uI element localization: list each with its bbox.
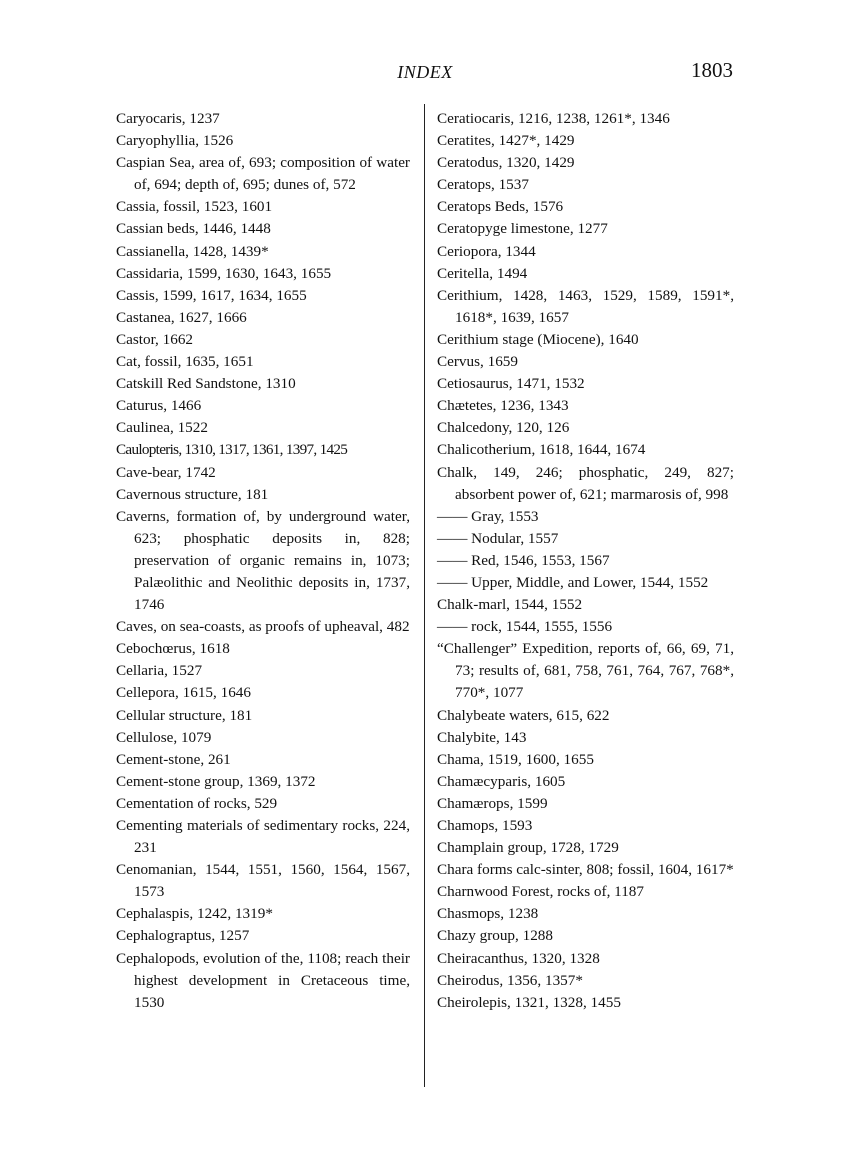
- index-entry: “Challenger” Expedition, reports of, 66, 69, 71, 73; results of, 681, 758, 761, 764, 767, 768*, 770*, 1077: [437, 640, 734, 702]
- index-entry: Cassia, fossil, 1523, 1601: [116, 198, 273, 216]
- index-entry: Cebochœrus, 1618: [116, 640, 230, 658]
- index-entry: Chara forms calc-sinter, 808; fossil, 1604, 1617*: [437, 861, 734, 879]
- index-entry: Champlain group, 1728, 1729: [437, 839, 619, 857]
- index-entry: Cementation of rocks, 529: [116, 794, 278, 812]
- index-entry: Chamops, 1593: [437, 817, 533, 834]
- index-entry: Cheiracanthus, 1320, 1328: [437, 949, 600, 967]
- index-entry: Caverns, formation of, by underground water, 623; phosphatic deposits in, 828; preservation of organic remains in, 1073; Palæolithic and Neolithic deposits in, 1737, 1746: [116, 507, 410, 614]
- index-entry: Chama, 1519, 1600, 1655: [437, 750, 594, 768]
- index-subentry: —— rock, 1544, 1555, 1556: [437, 618, 613, 636]
- index-entry: Chalicotherium, 1618, 1644, 1674: [437, 441, 646, 459]
- index-entry: Cenomanian, 1544, 1551, 1560, 1564, 1567, 1573: [116, 861, 410, 901]
- index-entry: Cerithium, 1428, 1463, 1529, 1589, 1591*, 1618*, 1639, 1657: [437, 286, 734, 326]
- index-entry: Cavernous structure, 181: [116, 485, 269, 503]
- index-entry: Chazy group, 1288: [437, 927, 553, 945]
- index-entry: Chalcedony, 120, 126: [437, 419, 570, 437]
- index-entry: Cassian beds, 1446, 1448: [116, 220, 271, 238]
- index-entry: Ceratites, 1427*, 1429: [437, 132, 575, 150]
- index-subentry: —— Nodular, 1557: [437, 529, 559, 547]
- index-entry: Cassis, 1599, 1617, 1634, 1655: [116, 286, 307, 304]
- index-entry: Chalk-marl, 1544, 1552: [437, 596, 583, 614]
- index-entry: Caryocaris, 1237: [116, 110, 220, 127]
- index-entry: Cellaria, 1527: [116, 662, 203, 680]
- index-entry: Ceritella, 1494: [437, 264, 528, 282]
- index-entry: Cephalograptus, 1257: [116, 927, 250, 945]
- index-entry: Cephalopods, evolution of the, 1108; reach their highest development in Cretaceous time, 1530: [116, 949, 410, 1011]
- index-entry: Cellular structure, 181: [116, 706, 253, 724]
- index-entry: Caturus, 1466: [116, 397, 202, 415]
- index-entry: Ceratops Beds, 1576: [437, 198, 564, 216]
- index-entry: Cat, fossil, 1635, 1651: [116, 353, 254, 371]
- index-entry: Ceratops, 1537: [437, 176, 529, 194]
- index-entry: Ceratodus, 1320, 1429: [437, 154, 575, 172]
- index-entry: Cellulose, 1079: [116, 728, 212, 746]
- index-column-right: [437, 108, 734, 1014]
- index-entry: Charnwood Forest, rocks of, 1187: [437, 883, 644, 901]
- index-entry: Ceratiocaris, 1216, 1238, 1261*, 1346: [437, 110, 670, 127]
- index-entry: Cement-stone group, 1369, 1372: [116, 772, 316, 790]
- index-entry: Cassidaria, 1599, 1630, 1643, 1655: [116, 264, 332, 282]
- index-subentry: —— Gray, 1553: [437, 507, 539, 525]
- index-entry: Chamærops, 1599: [437, 794, 548, 812]
- index-entry: Chætetes, 1236, 1343: [437, 397, 569, 415]
- index-entry: Chamæcyparis, 1605: [437, 772, 566, 790]
- index-entry: Cementing materials of sedimentary rocks, 224, 231: [116, 817, 410, 857]
- running-title: INDEX: [397, 62, 453, 82]
- index-entry: Cassianella, 1428, 1439*: [116, 242, 269, 260]
- index-entry: Chalybeate waters, 615, 622: [437, 706, 610, 724]
- index-entry: Castanea, 1627, 1666: [116, 308, 247, 326]
- index-entry: Chalybite, 143: [437, 728, 527, 746]
- index-entry: Cetiosaurus, 1471, 1532: [437, 375, 585, 393]
- index-entry: Caulopteris, 1310, 1317, 1361, 1397, 1425: [116, 441, 348, 459]
- index-entry: Chasmops, 1238: [437, 905, 539, 923]
- index-entry: Caulinea, 1522: [116, 419, 208, 437]
- page-number: 1803: [691, 58, 733, 82]
- index-subentry: —— Upper, Middle, and Lower, 1544, 1552: [437, 573, 709, 591]
- index-entry: Cervus, 1659: [437, 353, 518, 371]
- index-entry: Castor, 1662: [116, 330, 194, 348]
- index-entry: Catskill Red Sandstone, 1310: [116, 375, 296, 393]
- index-entry: Caspian Sea, area of, 693; composition of water of, 694; depth of, 695; dunes of, 572: [116, 154, 410, 194]
- index-entry: Ceratopyge limestone, 1277: [437, 220, 608, 238]
- index-entry: Cheirodus, 1356, 1357*: [437, 971, 583, 989]
- index-entry: Chalk, 149, 246; phosphatic, 249, 827; absorbent power of, 621; marmarosis of, 998: [437, 463, 734, 503]
- index-entry: Cellepora, 1615, 1646: [116, 684, 251, 702]
- index-entry: Cave-bear, 1742: [116, 463, 216, 481]
- index-entry: Caves, on sea-coasts, as proofs of upheaval, 482: [116, 618, 410, 636]
- column-divider: [424, 104, 425, 1087]
- index-entry: Cement-stone, 261: [116, 750, 231, 768]
- index-entry: Ceriopora, 1344: [437, 242, 536, 260]
- index-column-left: [116, 108, 410, 1014]
- index-subentry: —— Red, 1546, 1553, 1567: [437, 551, 610, 569]
- index-entry: Caryophyllia, 1526: [116, 132, 234, 150]
- index-entry: Cerithium stage (Miocene), 1640: [437, 330, 639, 348]
- index-entry: Cheirolepis, 1321, 1328, 1455: [437, 993, 621, 1011]
- index-entry: Cephalaspis, 1242, 1319*: [116, 905, 273, 923]
